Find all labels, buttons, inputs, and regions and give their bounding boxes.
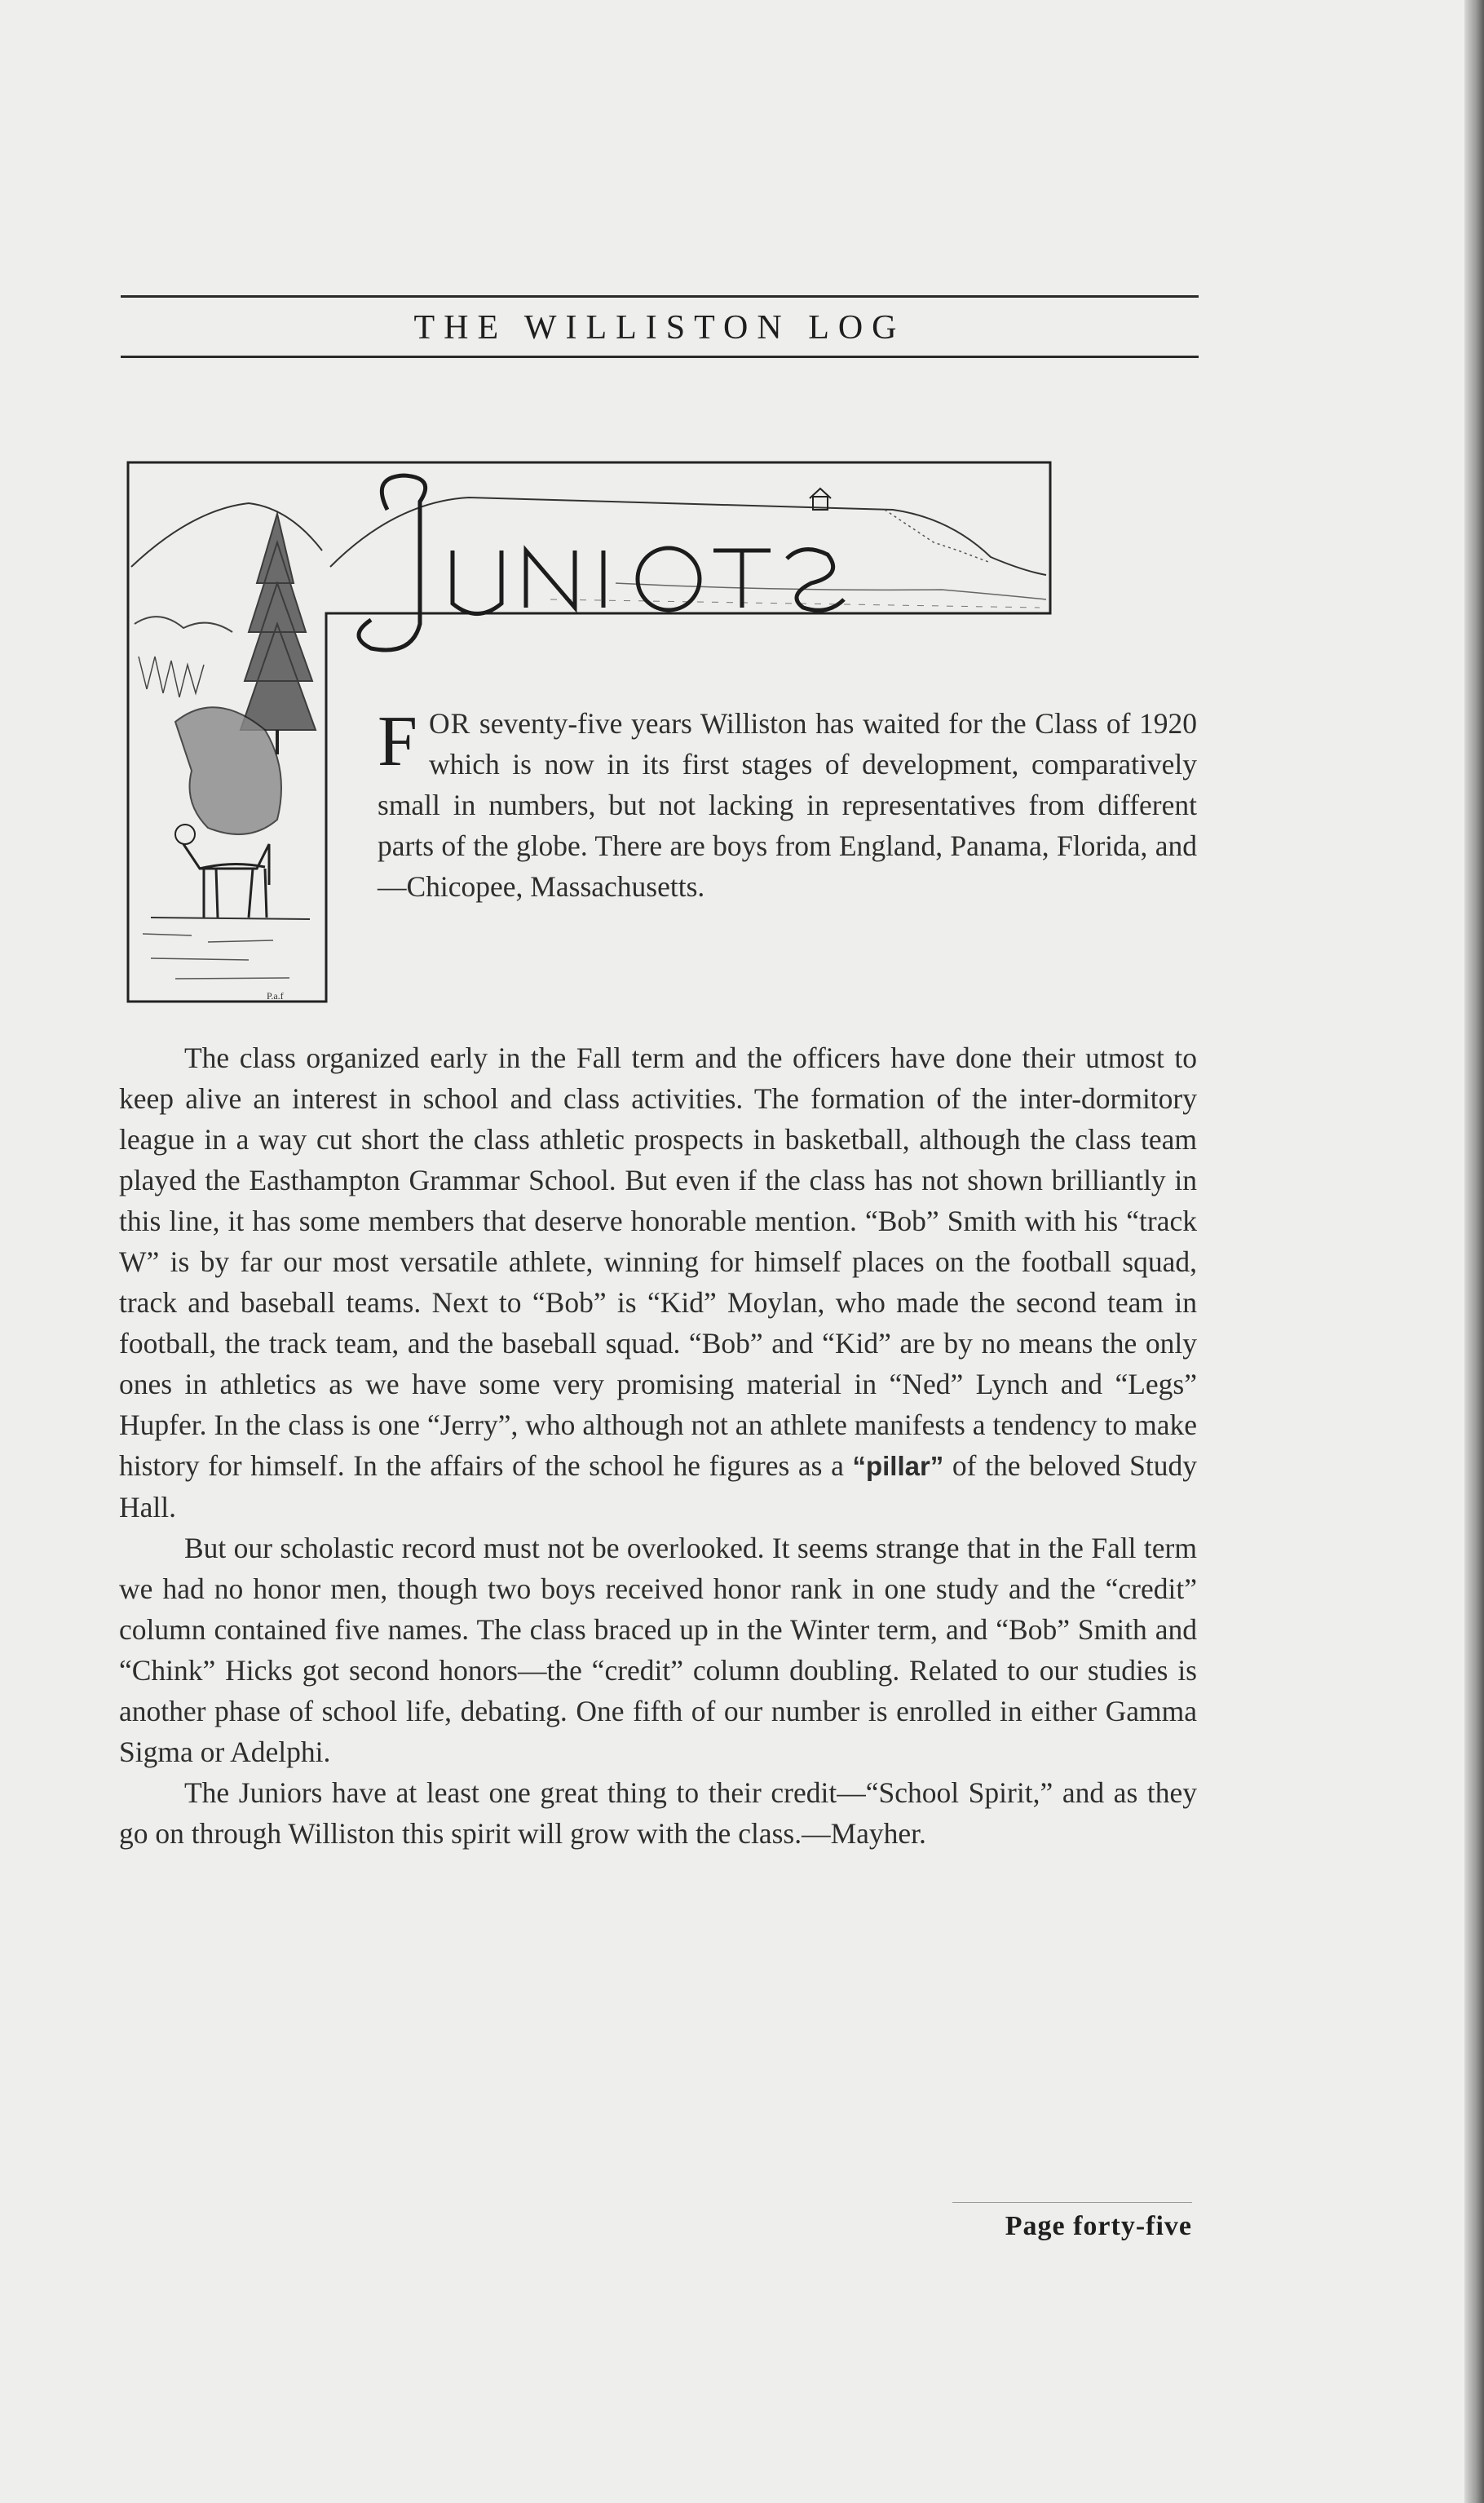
- header-rule-top: [121, 295, 1199, 298]
- running-header: THE WILLISTON LOG: [413, 309, 906, 347]
- paragraph-2: But our scholastic record must not be overlooked. It seems strange that in the Fall term we had no honor men, though two boys received honor rank in one study and the “credit” column contained five names. The class braced up in the Winter term, and “Bob” Smith and “Chink” Hicks got second honors—the “credit” column doubling. Related to our studies is another phase of school life, debating. One fifth of our number is enrolled in either Gamma Sigma or Adelphi.: [119, 1532, 1197, 1768]
- paragraph-3: The Juniors have at least one great thing to their credit—“School Spirit,” and as they go on through Williston this spirit will grow with the class.—Mayher.: [119, 1776, 1197, 1850]
- intro-paragraph: [378, 703, 1197, 907]
- p1-bold-word: “pillar”: [852, 1451, 944, 1481]
- page-edge-shadow: [1464, 0, 1484, 2503]
- p1-text: The class organized early in the Fall term and the officers have done their utmost to keep alive an interest in school and class activities. The formation of the inter-dormitory league in a way cut short the class athletic prospects in basketball, although the class team played the Easthampton Grammar School. But even if the class has not shown brilliantly in this line, it has some members that deserve honorable mention. “Bob” Smith with his “track W” is by far our most versatile athlete, winning for himself places on the football squad, track and baseball teams. Next to “Bob” is “Kid” Moylan, who made the second team in football, the track team, and the baseball squad. “Bob” and “Kid” are by no means the only ones in athletics as we have some very promising material in “Ned” Lynch and “Legs” Hupfer. In the class is one “Jerry”, who although not an athlete manifests a tendency to make history for himself. In the affairs of the school he figures as a: [119, 1041, 1197, 1482]
- header-rule-bottom: [121, 356, 1199, 358]
- intro-caps-word: OR: [428, 707, 471, 740]
- drop-cap: F: [378, 702, 417, 781]
- intro-text: seventy-five years Williston has waited for the Class of 1920 which is now in its first stages of development, comparatively small in numbers, but not lacking in representatives from different parts of the globe. There are boys from England, Panama, Florida, and—Chicopee, Massachusetts.: [378, 707, 1197, 903]
- footer-rule: [952, 2202, 1192, 2203]
- article-body: [119, 1037, 1197, 1854]
- p1-text-end: of the beloved Study Hall.: [119, 1449, 1197, 1523]
- paragraph-1: [119, 1037, 1197, 1528]
- artist-mark: P.a.f: [267, 990, 284, 1002]
- page-number: Page forty-five: [1005, 2211, 1192, 2241]
